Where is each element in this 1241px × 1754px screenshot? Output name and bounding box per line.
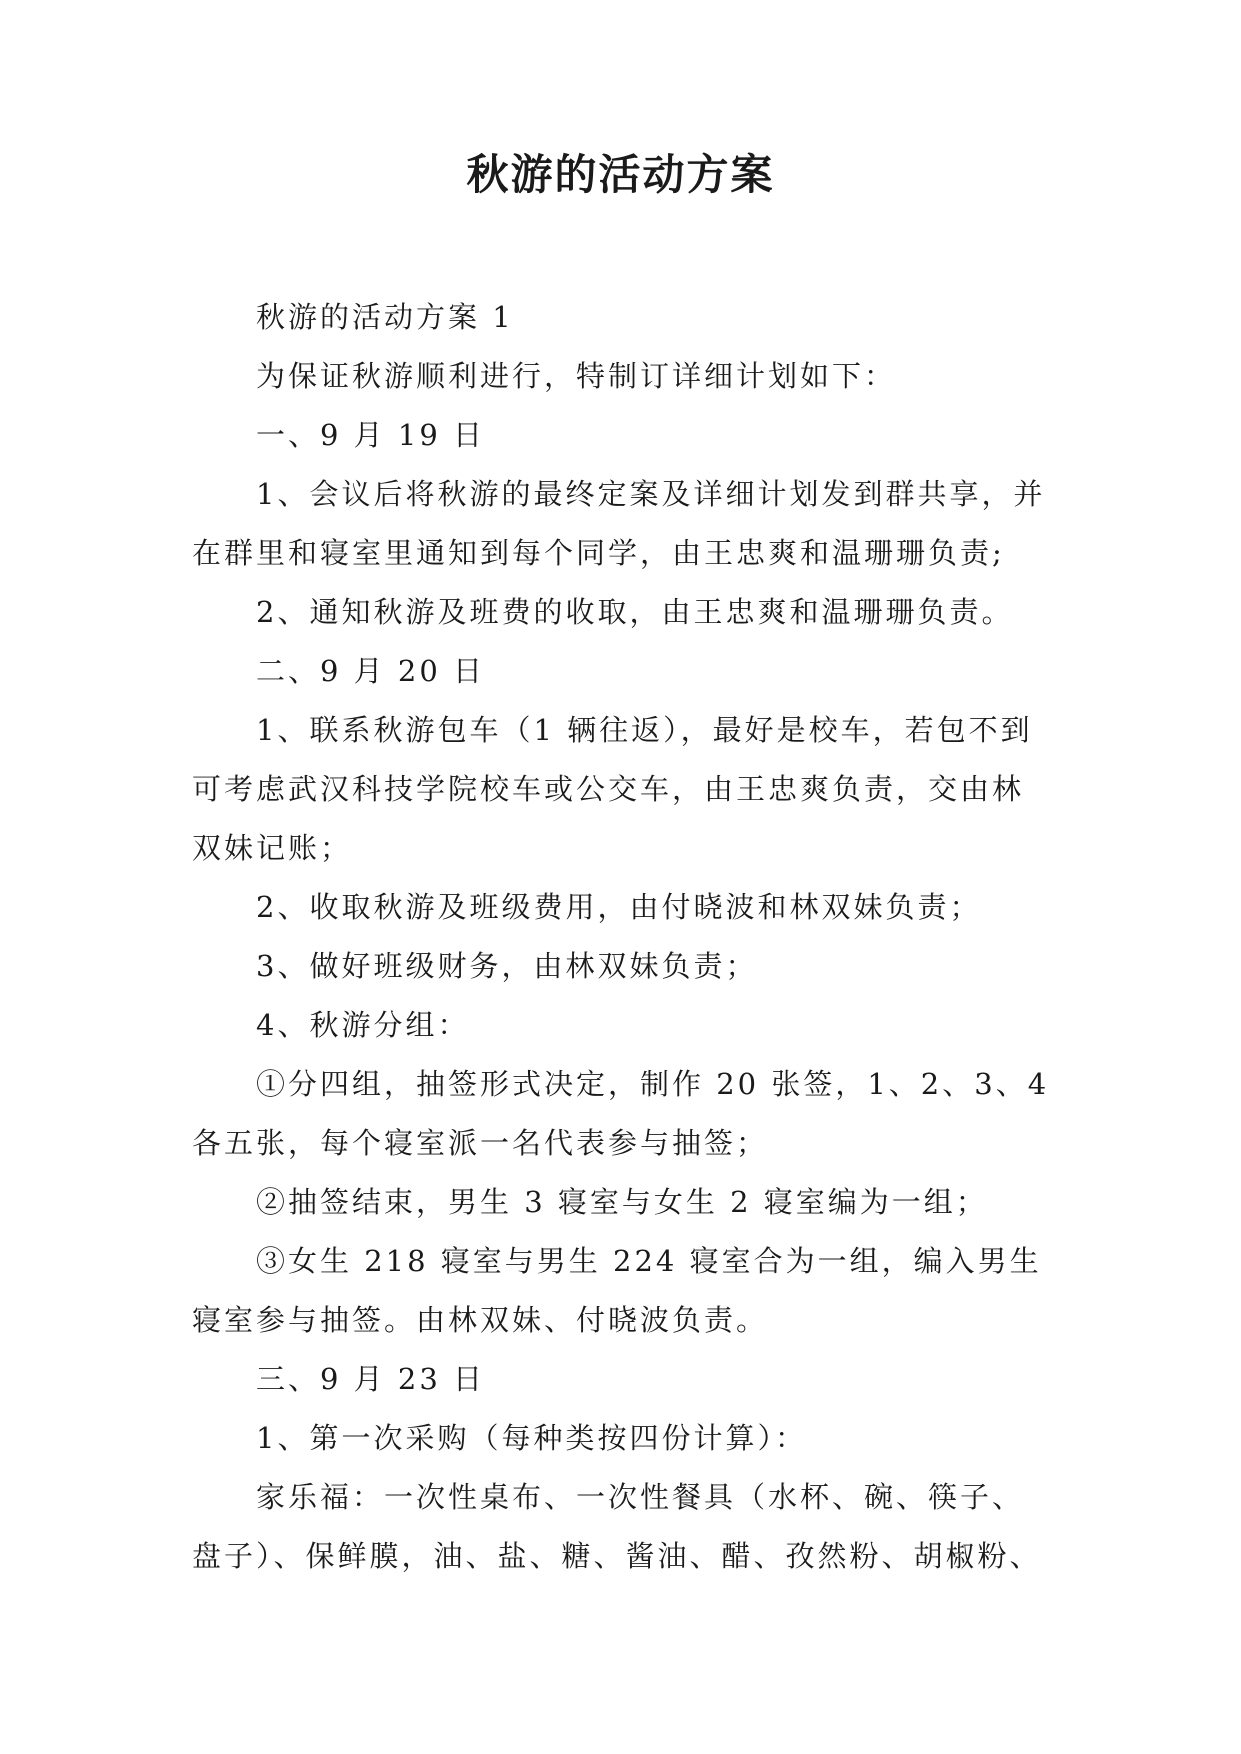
- paragraph-plan-heading: 秋游的活动方案 1: [256, 300, 514, 334]
- section-heading-sep-19: 一、9 月 19 日: [256, 418, 486, 452]
- paragraph-item: 家乐福：一次性桌布、一次性餐具（水杯、碗、筷子、盘子）、保鲜膜，油、盐、糖、酱油、醋、孜然粉、胡椒粉、: [192, 1480, 1042, 1573]
- paragraph-item: 1、第一次采购（每种类按四份计算）：: [256, 1421, 807, 1455]
- paragraph-item: 2、收取秋游及班级费用，由付晓波和林双妹负责；: [256, 890, 982, 924]
- section-heading-sep-20: 二、9 月 20 日: [256, 654, 486, 688]
- section-heading-sep-23: 三、9 月 23 日: [256, 1362, 486, 1396]
- paragraph-item: 3、做好班级财务，由林双妹负责；: [256, 949, 758, 983]
- document-title: 秋游的活动方案: [466, 150, 775, 199]
- paragraph-item: ①分四组，抽签形式决定，制作 20 张签，1、2、3、4 各五张，每个寝室派一名代表参与抽签；: [192, 1067, 1050, 1160]
- paragraph-intro: 为保证秋游顺利进行，特制订详细计划如下：: [256, 359, 897, 393]
- paragraph-item: 4、秋游分组：: [256, 1008, 470, 1042]
- document-body: [192, 288, 1052, 1586]
- paragraph-item: ②抽签结束，男生 3 寝室与女生 2 寝室编为一组；: [256, 1185, 988, 1219]
- paragraph-item: 2、通知秋游及班费的收取，由王忠爽和温珊珊负责。: [256, 595, 1014, 629]
- paragraph-item: 1、联系秋游包车（1 辆往返），最好是校车，若包不到可考虑武汉科技学院校车或公交车，由王忠爽负责，交由林双妹记账；: [192, 713, 1033, 865]
- paragraph-item: 1、会议后将秋游的最终定案及详细计划发到群共享，并在群里和寝室里通知到每个同学，由王忠爽和温珊珊负责;: [192, 477, 1046, 570]
- paragraph-item: ③女生 218 寝室与男生 224 寝室合为一组，编入男生寝室参与抽签。由林双妹、付晓波负责。: [192, 1244, 1042, 1337]
